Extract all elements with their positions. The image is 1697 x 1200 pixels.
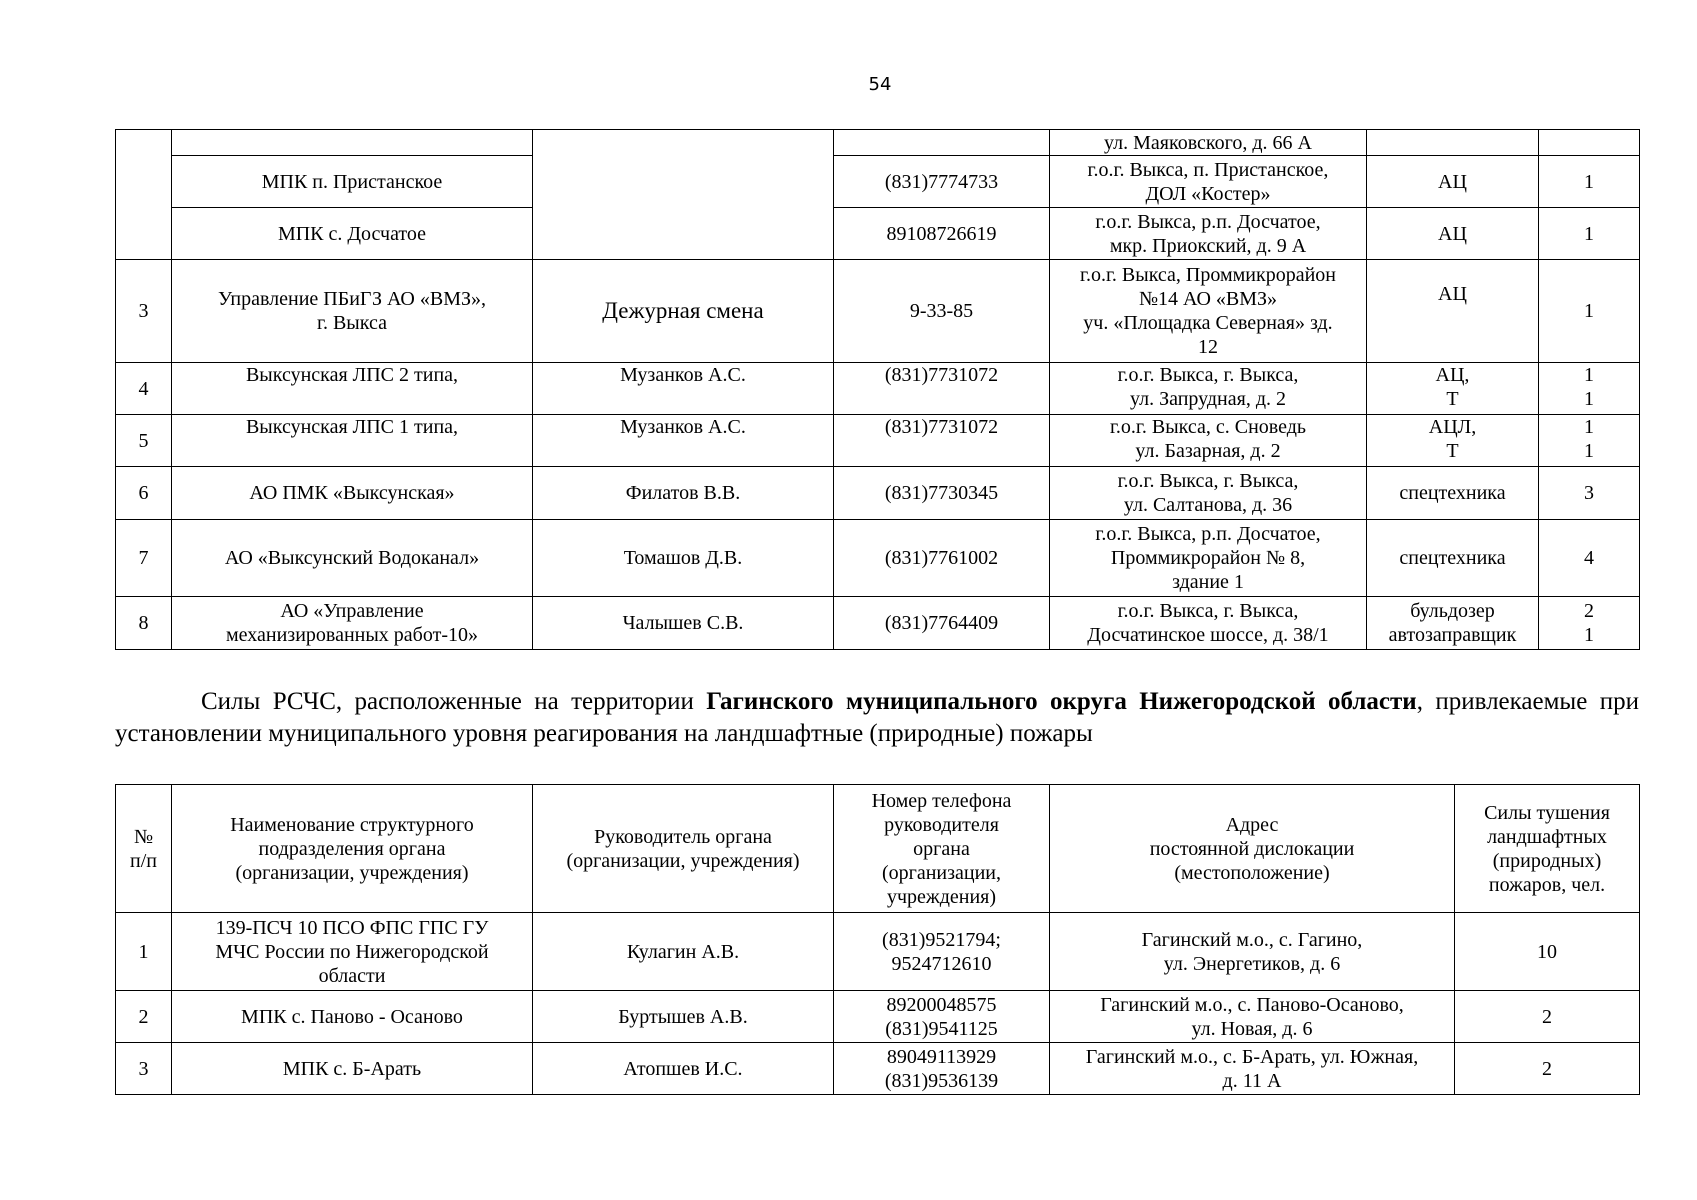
cell-address: г.о.г. Выкса, г. Выкса, ул. Запрудная, д. 2 xyxy=(1050,363,1367,415)
table-row xyxy=(116,991,1640,1043)
cell-phone: (831)7731072 xyxy=(834,415,1050,467)
cell-unit: АО «Управление механизированных работ-10» xyxy=(172,597,533,650)
header-address: Адрес постоянной дислокации (местоположение) xyxy=(1050,785,1455,913)
table-row xyxy=(116,1043,1640,1095)
table-row xyxy=(116,130,1640,156)
cell-equipment: АЦ xyxy=(1367,208,1539,260)
cell-unit xyxy=(172,130,533,156)
cell-phone: (831)7761002 xyxy=(834,520,1050,597)
header-unit: Наименование структурного подразделения органа (организации, учреждения) xyxy=(172,785,533,913)
cell-phone: (831)9521794; 9524712610 xyxy=(834,913,1050,991)
cell-address: ул. Маяковского, д. 66 А xyxy=(1050,130,1367,156)
cell-address: г.о.г. Выкса, р.п. Досчатое, мкр. Приокский, д. 9 А xyxy=(1050,208,1367,260)
cell-equipment xyxy=(1367,130,1539,156)
cell-equipment: бульдозер автозаправщик xyxy=(1367,597,1539,650)
cell-forces: 2 xyxy=(1455,991,1640,1043)
cell-equipment: спецтехника xyxy=(1367,520,1539,597)
cell-address: Гагинский м.о., с. Гагино, ул. Энергетиков, д. 6 xyxy=(1050,913,1455,991)
cell-head: Томашов Д.В. xyxy=(533,520,834,597)
cell-address: г.о.г. Выкса, п. Пристанское, ДОЛ «Костер» xyxy=(1050,156,1367,208)
cell-num: 4 xyxy=(116,363,172,415)
cell-unit: МПК с. Паново - Осаново xyxy=(172,991,533,1043)
table-row xyxy=(116,597,1640,650)
cell-equipment: АЦЛ, Т xyxy=(1367,415,1539,467)
cell-phone: 9-33-85 xyxy=(834,260,1050,363)
table-row xyxy=(116,208,1640,260)
cell-head: Атопшев И.С. xyxy=(533,1043,834,1095)
cell-equipment: спецтехника xyxy=(1367,467,1539,520)
cell-phone: (831)7774733 xyxy=(834,156,1050,208)
cell-quantity: 1 1 xyxy=(1539,415,1640,467)
cell-num: 8 xyxy=(116,597,172,650)
cell-address: г.о.г. Выкса, р.п. Досчатое, Проммикрорайон № 8, здание 1 xyxy=(1050,520,1367,597)
cell-unit: Управление ПБиГЗ АО «ВМЗ», г. Выкса xyxy=(172,260,533,363)
cell-num: 3 xyxy=(116,1043,172,1095)
cell-unit: Выксунская ЛПС 1 типа, xyxy=(172,415,533,467)
cell-phone xyxy=(834,130,1050,156)
cell-head xyxy=(533,130,834,260)
table-row xyxy=(116,156,1640,208)
cell-num: 1 xyxy=(116,913,172,991)
cell-forces: 2 xyxy=(1455,1043,1640,1095)
cell-head: Чалышев С.В. xyxy=(533,597,834,650)
cell-phone: (831)7730345 xyxy=(834,467,1050,520)
table-header-row xyxy=(116,785,1640,913)
cell-quantity: 2 1 xyxy=(1539,597,1640,650)
table-row xyxy=(116,363,1640,415)
cell-quantity: 4 xyxy=(1539,520,1640,597)
cell-unit: МПК с. Б-Арать xyxy=(172,1043,533,1095)
cell-quantity: 3 xyxy=(1539,467,1640,520)
cell-quantity: 1 xyxy=(1539,260,1640,363)
heading-text-end: , привлекаемые при установлении муниципального уровня реагирования на ландшафтные (природные) пожары xyxy=(115,688,1639,747)
header-forces: Силы тушения ландшафтных (природных) пожаров, чел. xyxy=(1455,785,1640,913)
cell-phone: (831)7731072 xyxy=(834,363,1050,415)
heading-text-start: Силы РСЧС, расположенные на территории xyxy=(201,688,707,715)
cell-quantity xyxy=(1539,130,1640,156)
cell-unit: АО «Выксунский Водоканал» xyxy=(172,520,533,597)
table-row xyxy=(116,260,1640,363)
cell-forces: 10 xyxy=(1455,913,1640,991)
table-row xyxy=(116,467,1640,520)
cell-phone: 89049113929 (831)9536139 xyxy=(834,1043,1050,1095)
heading-bold-region: Гагинского муниципального округа Нижегородской области xyxy=(706,688,1417,715)
cell-head: Музанков А.С. xyxy=(533,363,834,415)
cell-unit: Выксунская ЛПС 2 типа, xyxy=(172,363,533,415)
page-number: 54 xyxy=(868,74,892,95)
cell-unit: МПК п. Пристанское xyxy=(172,156,533,208)
cell-head: Буртышев А.В. xyxy=(533,991,834,1043)
cell-address: г.о.г. Выкса, г. Выкса, ул. Салтанова, д. 36 xyxy=(1050,467,1367,520)
table-row xyxy=(116,520,1640,597)
cell-phone: (831)7764409 xyxy=(834,597,1050,650)
cell-head: Кулагин А.В. xyxy=(533,913,834,991)
cell-num: 7 xyxy=(116,520,172,597)
forces-table-vyksa xyxy=(115,129,1640,650)
cell-address: г.о.г. Выкса, г. Выкса, Досчатинское шоссе, д. 38/1 xyxy=(1050,597,1367,650)
forces-table-gagino xyxy=(115,784,1640,1095)
cell-head: Филатов В.В. xyxy=(533,467,834,520)
header-phone: Номер телефона руководителя органа (организации, учреждения) xyxy=(834,785,1050,913)
cell-address: Гагинский м.о., с. Б-Арать, ул. Южная, д. 11 А xyxy=(1050,1043,1455,1095)
table-row xyxy=(116,913,1640,991)
cell-phone: 89108726619 xyxy=(834,208,1050,260)
table-row xyxy=(116,415,1640,467)
cell-unit: МПК с. Досчатое xyxy=(172,208,533,260)
cell-address: Гагинский м.о., с. Паново-Осаново, ул. Новая, д. 6 xyxy=(1050,991,1455,1043)
section-heading xyxy=(115,686,1639,750)
cell-phone: 89200048575 (831)9541125 xyxy=(834,991,1050,1043)
cell-quantity: 1 xyxy=(1539,208,1640,260)
cell-head: Музанков А.С. xyxy=(533,415,834,467)
cell-num: 3 xyxy=(116,260,172,363)
cell-num: 5 xyxy=(116,415,172,467)
cell-num: 2 xyxy=(116,991,172,1043)
cell-address: г.о.г. Выкса, с. Сноведь ул. Базарная, д. 2 xyxy=(1050,415,1367,467)
cell-equipment: АЦ xyxy=(1367,260,1539,363)
cell-unit: АО ПМК «Выксунская» xyxy=(172,467,533,520)
cell-quantity: 1 xyxy=(1539,156,1640,208)
cell-unit: 139-ПСЧ 10 ПСО ФПС ГПС ГУ МЧС России по Нижегородской области xyxy=(172,913,533,991)
header-num: № п/п xyxy=(116,785,172,913)
cell-quantity: 1 1 xyxy=(1539,363,1640,415)
header-head: Руководитель органа (организации, учреждения) xyxy=(533,785,834,913)
cell-num: 6 xyxy=(116,467,172,520)
cell-equipment: АЦ xyxy=(1367,156,1539,208)
cell-num xyxy=(116,130,172,260)
cell-equipment: АЦ, Т xyxy=(1367,363,1539,415)
cell-address: г.о.г. Выкса, Проммикрорайон №14 АО «ВМЗ» уч. «Площадка Северная» зд. 12 xyxy=(1050,260,1367,363)
cell-head: Дежурная смена xyxy=(533,260,834,363)
